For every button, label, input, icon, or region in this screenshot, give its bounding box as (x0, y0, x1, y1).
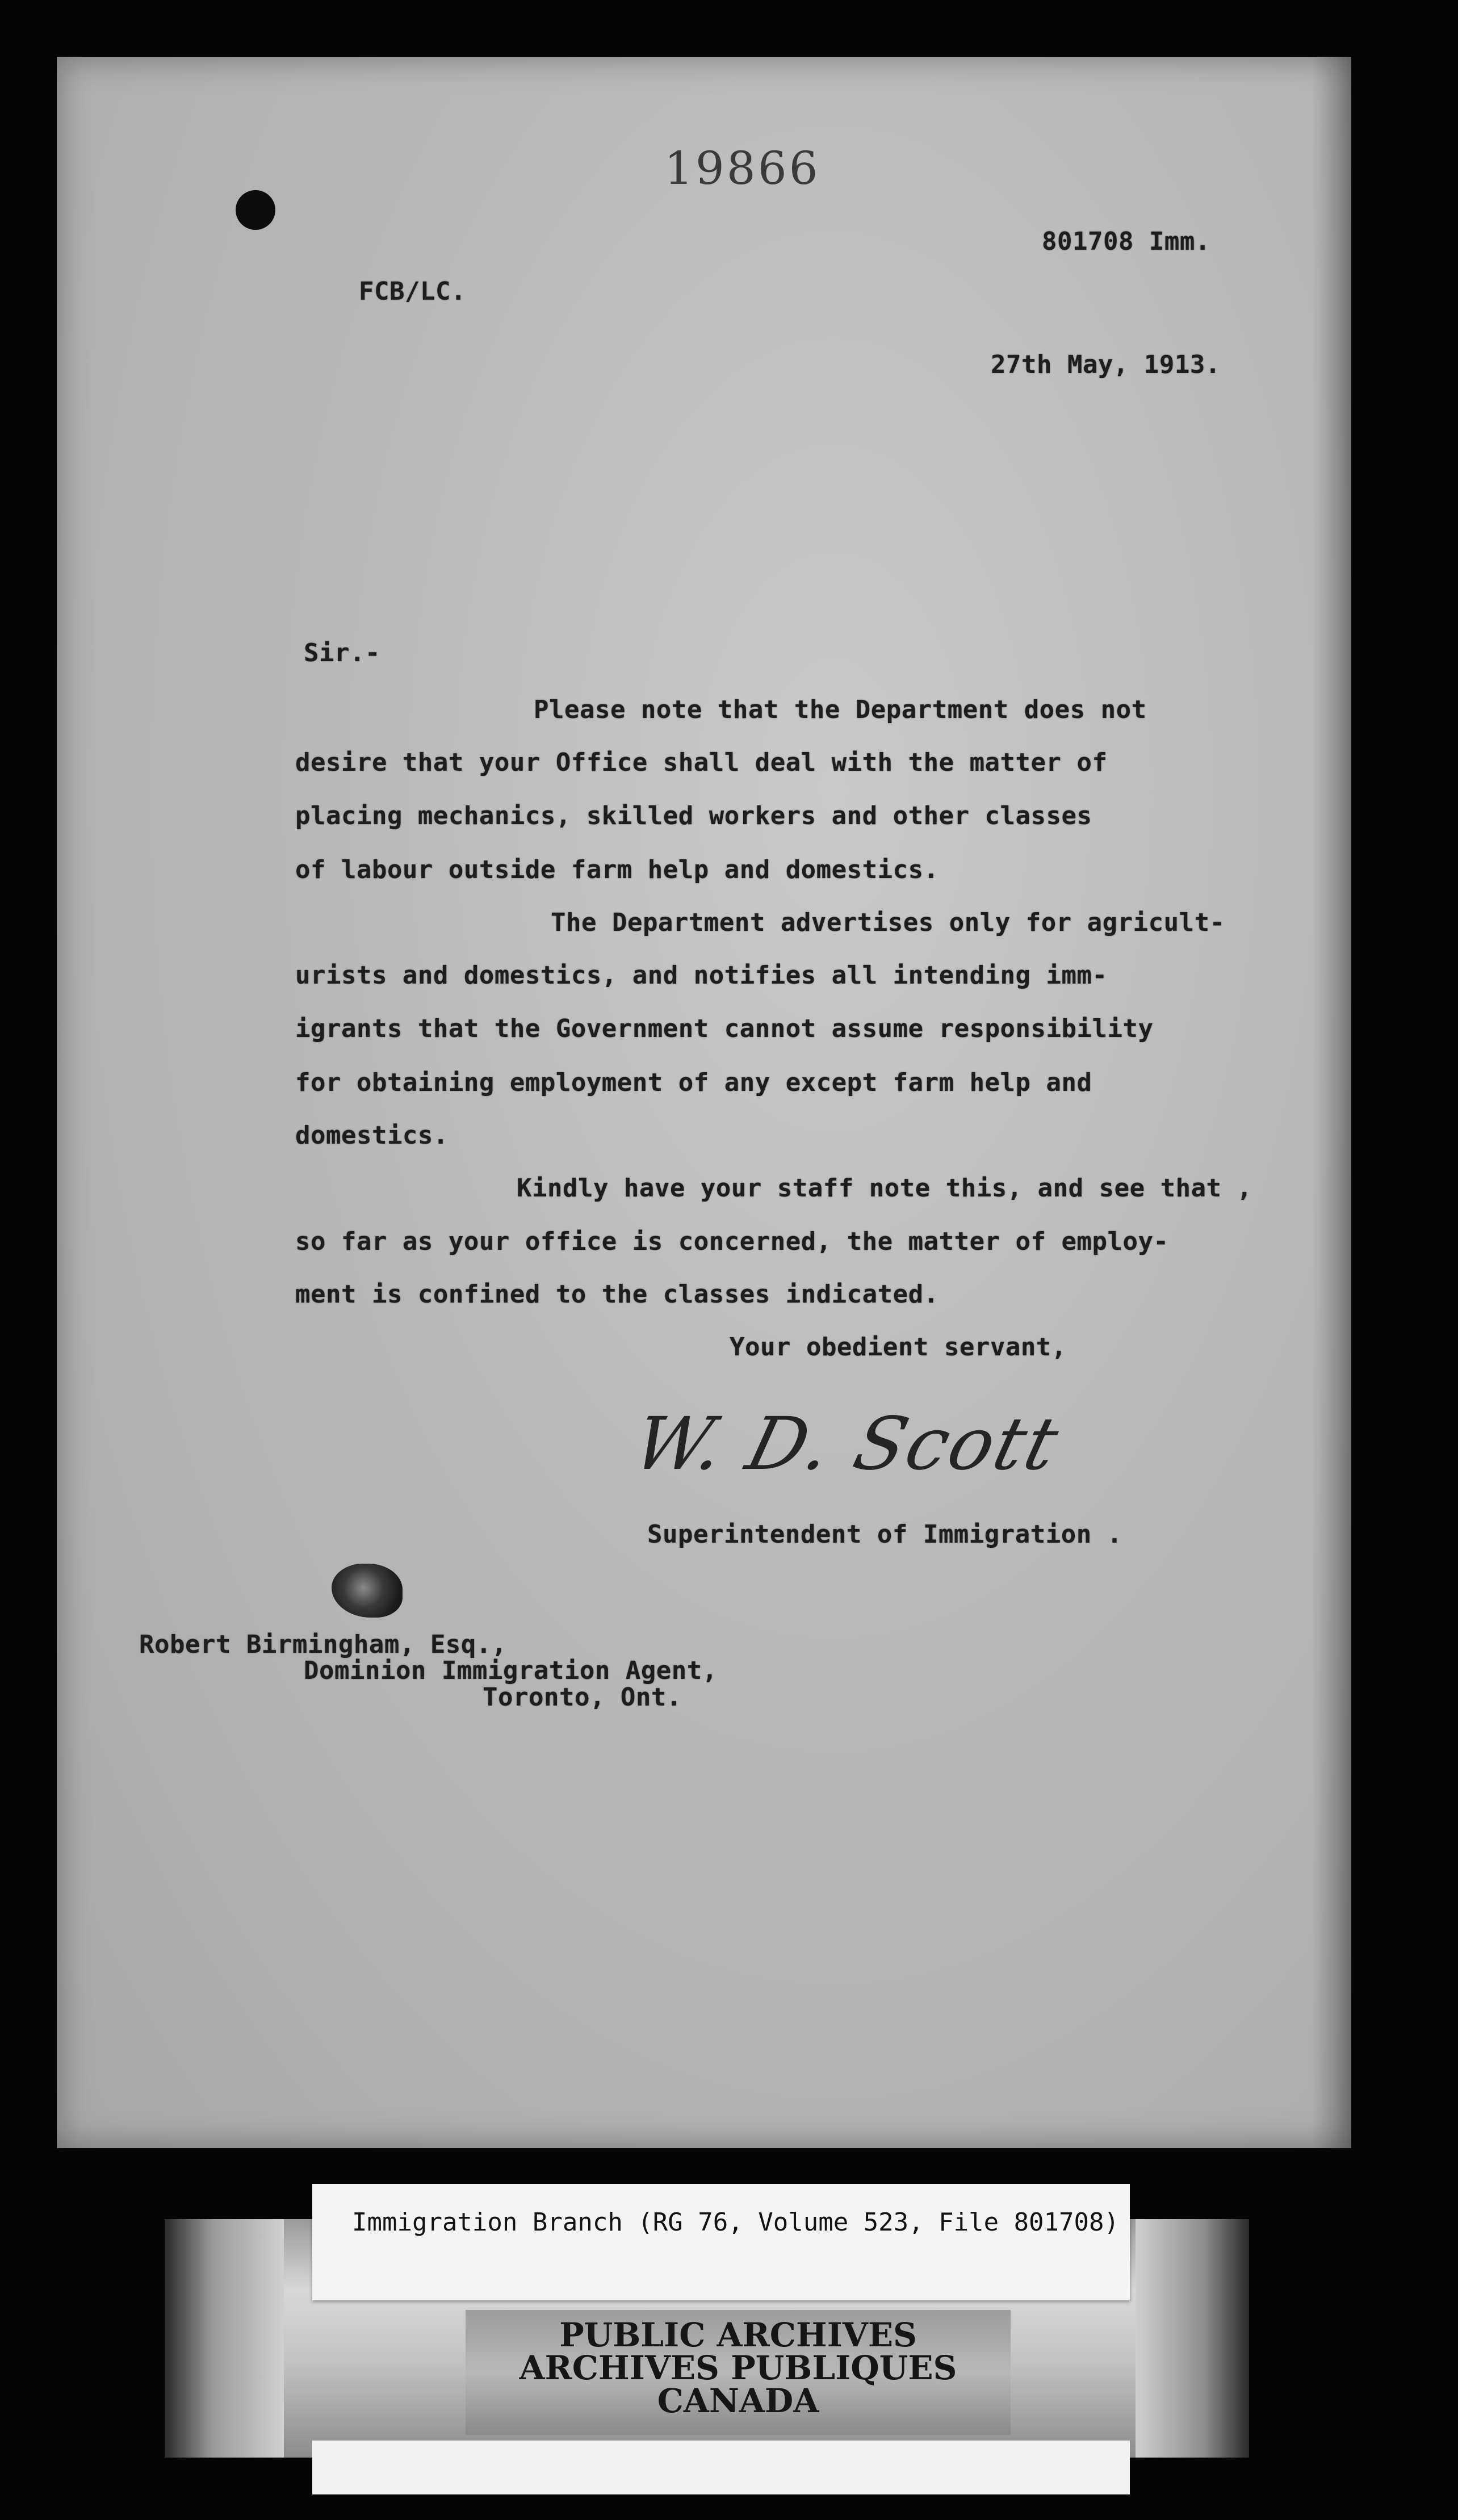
archive-mount-right (1136, 2219, 1249, 2458)
body-line: Please note that the Department does not (534, 695, 1147, 724)
body-line: desire that your Office shall deal with the matter of (295, 748, 1108, 777)
sheet-shadow-edge (1312, 57, 1351, 2148)
addressee-name: Robert Birmingham, Esq., (139, 1630, 507, 1659)
punch-hole (236, 190, 275, 230)
addressee-city: Toronto, Ont. (483, 1683, 682, 1712)
body-line: for obtaining employment of any except farm help and (295, 1068, 1092, 1097)
stamp-line: ARCHIVES PUBLIQUES (519, 2349, 957, 2387)
letter-date: 27th May, 1913. (991, 350, 1221, 379)
body-line: urists and domestics, and notifies all intending imm- (295, 961, 1108, 990)
body-line: The Department advertises only for agricult- (551, 908, 1225, 937)
bottom-card-strip (312, 2441, 1130, 2494)
index-card (312, 2184, 1130, 2300)
signatory-title: Superintendent of Immigration . (647, 1520, 1122, 1549)
signature: W. D. Scott (625, 1402, 1068, 1486)
body-line: ment is confined to the classes indicated. (295, 1280, 939, 1309)
body-line: domestics. (295, 1121, 449, 1150)
file-number: 19866 (664, 142, 820, 195)
addressee-position: Dominion Immigration Agent, (304, 1656, 718, 1685)
reference-number: 801708 Imm. (1042, 227, 1210, 256)
archive-mount-left (165, 2219, 284, 2458)
initials: FCB/LC. (359, 277, 466, 306)
stamp-line: PUBLIC ARCHIVES (559, 2316, 917, 2354)
stamp-line: CANADA (657, 2382, 819, 2420)
archives-stamp (500, 2316, 977, 2420)
body-line: igrants that the Government cannot assume responsibility (295, 1014, 1154, 1043)
body-line: of labour outside farm help and domestics. (295, 855, 939, 884)
body-line: placing mechanics, skilled workers and other classes (295, 801, 1092, 830)
archive-source-label: Immigration Branch (RG 76, Volume 523, File 801708) (352, 2208, 1120, 2237)
salutation: Sir.- (304, 639, 380, 667)
body-line: so far as your office is concerned, the matter of employ- (295, 1227, 1169, 1256)
closing: Your obedient servant, (730, 1333, 1067, 1362)
body-line: Kindly have your staff note this, and see that , (517, 1174, 1252, 1203)
ink-blot (332, 1564, 403, 1618)
